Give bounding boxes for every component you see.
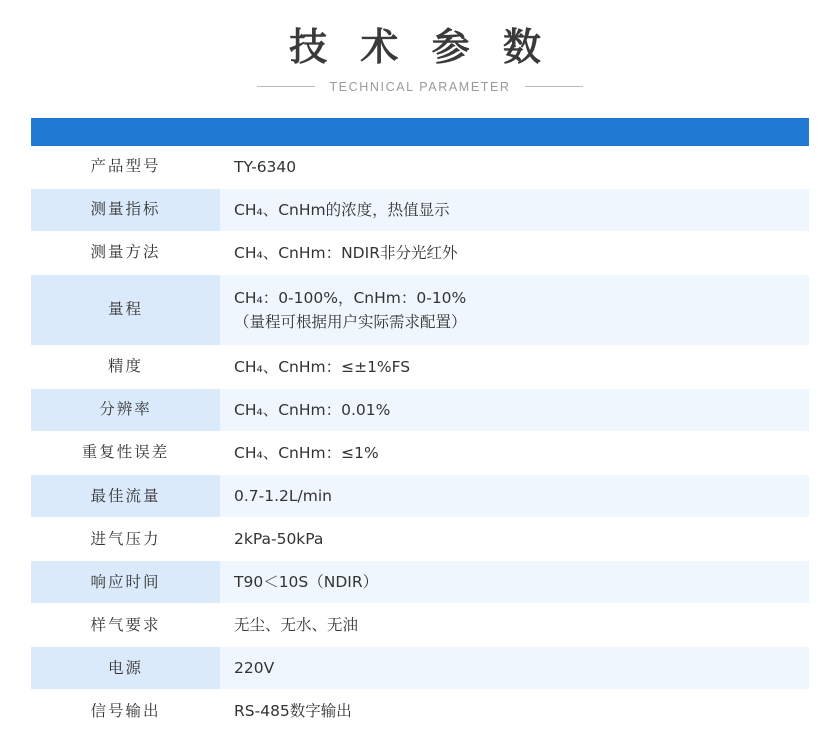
table-row (31, 432, 809, 475)
table-row (31, 146, 809, 189)
spec-value: RS-485数字输出 (220, 690, 809, 733)
table-row (31, 518, 809, 561)
table-row (31, 604, 809, 647)
spec-value: 0.7-1.2L/min (220, 475, 809, 518)
spec-table-body (31, 146, 809, 733)
spec-label: 产品型号 (31, 146, 220, 189)
page-title: 技 术 参 数 (289, 25, 551, 69)
heading-block (0, 0, 840, 94)
spec-table-wrapper (31, 118, 809, 733)
spec-value-multiline (220, 275, 809, 346)
spec-value: CH₄、CnHm：≤1% (220, 432, 809, 475)
page-subtitle: TECHNICAL PARAMETER (329, 79, 511, 94)
table-row (31, 561, 809, 604)
table-row (31, 690, 809, 733)
divider-left (257, 86, 315, 87)
table-row (31, 647, 809, 690)
spec-label: 量程 (31, 275, 220, 346)
table-row (31, 232, 809, 275)
spec-value: CH₄、CnHm：NDIR非分光红外 (220, 232, 809, 275)
spec-label: 分辨率 (31, 389, 220, 432)
spec-label: 样气要求 (31, 604, 220, 647)
subtitle-row (0, 80, 840, 94)
spec-label: 测量方法 (31, 232, 220, 275)
table-row (31, 275, 809, 346)
table-row (31, 346, 809, 389)
spec-value: CH₄、CnHm：≤±1%FS (220, 346, 809, 389)
spec-label: 响应时间 (31, 561, 220, 604)
spec-label: 进气压力 (31, 518, 220, 561)
spec-value: 220V (220, 647, 809, 690)
table-header-bar-left (31, 118, 220, 146)
spec-value-line2: （量程可根据用户实际需求配置） (234, 313, 467, 332)
spec-value: CH₄、CnHm：0.01% (220, 389, 809, 432)
spec-value: TY-6340 (220, 146, 809, 189)
spec-label: 最佳流量 (31, 475, 220, 518)
spec-label: 电源 (31, 647, 220, 690)
divider-right (525, 86, 583, 87)
spec-value: 2kPa-50kPa (220, 518, 809, 561)
table-row (31, 389, 809, 432)
spec-label: 测量指标 (31, 189, 220, 232)
table-header-bar-right (220, 118, 809, 146)
table-header-bar (31, 118, 809, 146)
spec-label: 精度 (31, 346, 220, 389)
spec-value-line1: CH₄：0-100%，CnHm：0-10% (234, 289, 467, 308)
spec-label: 重复性误差 (31, 432, 220, 475)
table-row (31, 475, 809, 518)
spec-value: T90＜10S（NDIR） (220, 561, 809, 604)
spec-value: CH₄、CnHm的浓度，热值显示 (220, 189, 809, 232)
spec-table (31, 118, 809, 733)
spec-value: 无尘、无水、无油 (220, 604, 809, 647)
spec-label: 信号输出 (31, 690, 220, 733)
table-row (31, 189, 809, 232)
